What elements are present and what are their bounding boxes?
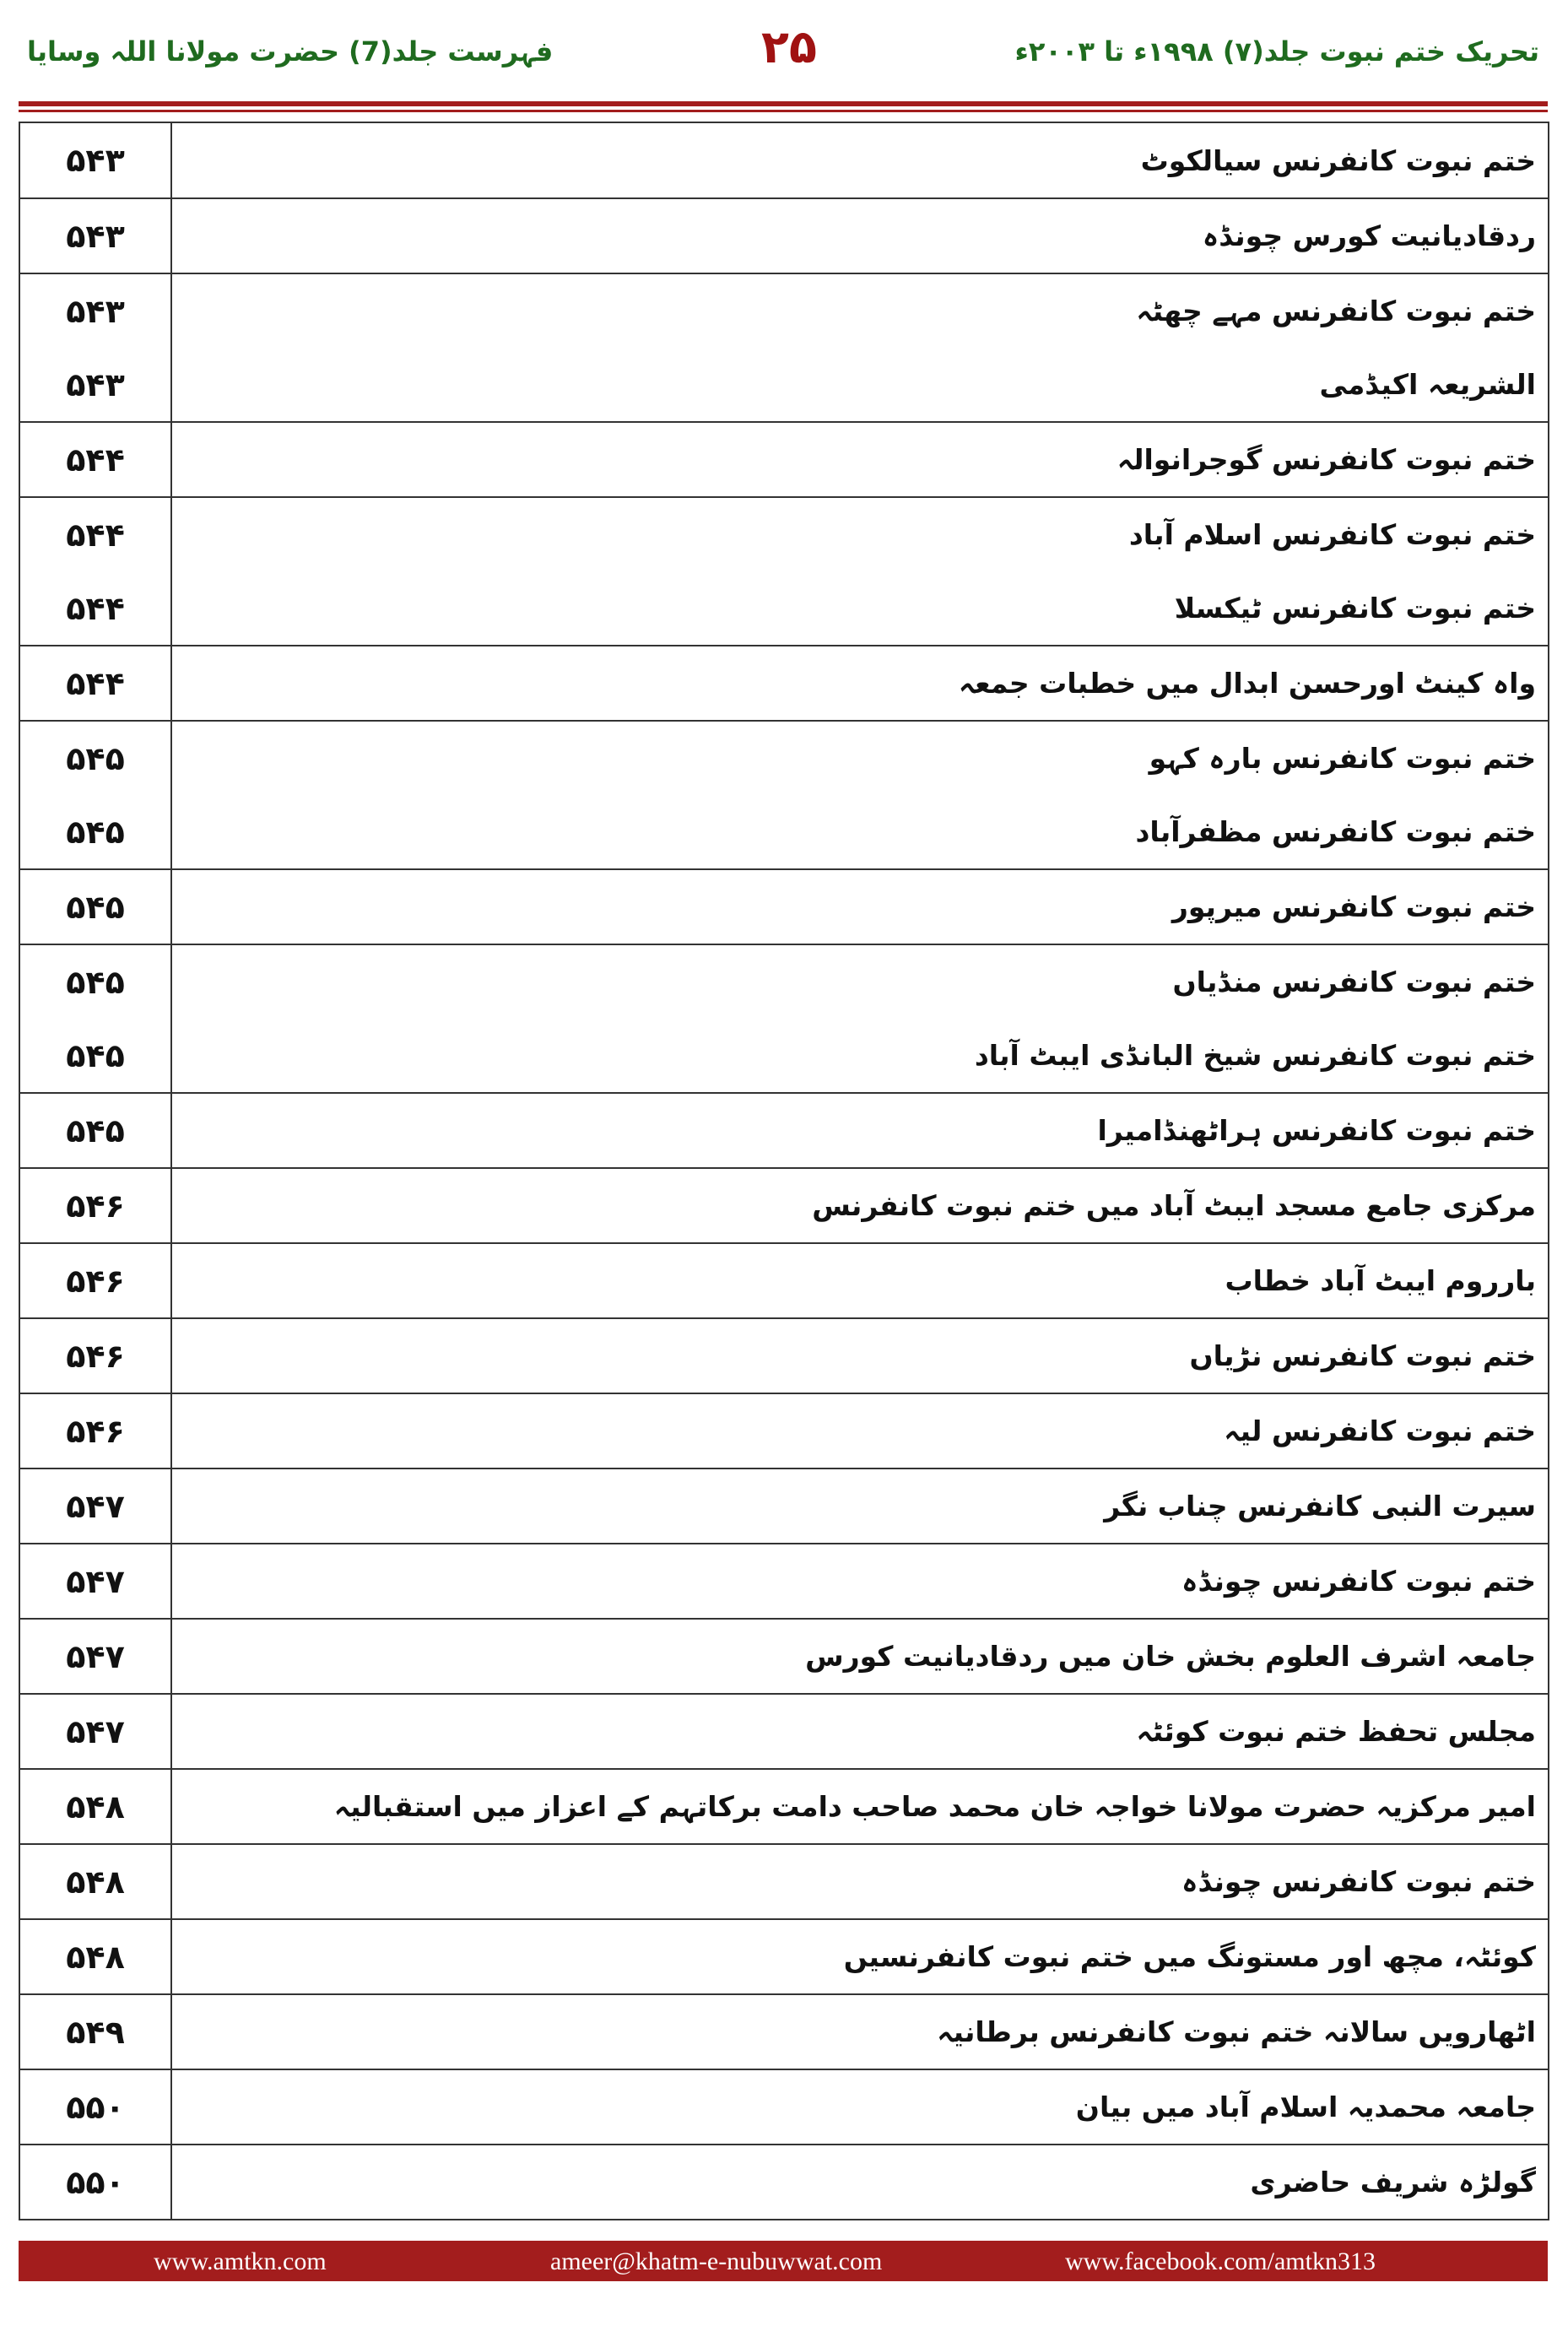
header-book-title: تحریک ختم نبوت جلد(۷) ۱۹۹۸ء تا ۲۰۰۳ء (1014, 35, 1539, 68)
table-row (19, 1243, 1549, 1318)
entry-title: مرکزی جامع مسجد ایبٹ آباد میں ختم نبوت کانفرنس (171, 1168, 1549, 1243)
header-volume-index: فہرست جلد(7) حضرت مولانا اللہ وسایا (27, 35, 554, 68)
page-ref: ۵۴۵ (19, 869, 171, 944)
page-ref: ۵۴۵ (19, 1019, 171, 1093)
table-row (19, 571, 1549, 646)
entry-title: ختم نبوت کانفرنس گوجرانوالہ (171, 422, 1549, 497)
table-row (19, 122, 1549, 198)
entry-title: ختم نبوت کانفرنس سیالکوٹ (171, 122, 1549, 198)
page-ref: ۵۴۶ (19, 1243, 171, 1318)
table-row (19, 1769, 1549, 1844)
page-ref: ۵۴۷ (19, 1544, 171, 1619)
entry-title: سیرت النبی کانفرنس چناب نگر (171, 1468, 1549, 1544)
page-ref: ۵۴۳ (19, 273, 171, 348)
table-row (19, 1318, 1549, 1393)
page-header (19, 17, 1548, 101)
table-row (19, 944, 1549, 1019)
page-ref: ۵۵۰ (19, 2145, 171, 2220)
table-row (19, 2069, 1549, 2145)
page-ref: ۵۴۵ (19, 944, 171, 1019)
entry-title: ختم نبوت کانفرنس شیخ البانڈی ایبٹ آباد (171, 1019, 1549, 1093)
table-row (19, 1994, 1549, 2069)
page-ref: ۵۴۷ (19, 1619, 171, 1694)
table-row (19, 1019, 1549, 1093)
table-row (19, 2145, 1549, 2220)
table-row (19, 348, 1549, 422)
table-row (19, 1393, 1549, 1468)
page-ref: ۵۴۸ (19, 1919, 171, 1994)
page-ref: ۵۴۴ (19, 646, 171, 721)
table-row (19, 422, 1549, 497)
table-row (19, 869, 1549, 944)
entry-title: ختم نبوت کانفرنس چونڈہ (171, 1844, 1549, 1919)
page-ref: ۵۴۶ (19, 1318, 171, 1393)
table-row (19, 1694, 1549, 1769)
page-ref: ۵۴۴ (19, 571, 171, 646)
page-ref: ۵۴۳ (19, 348, 171, 422)
page-ref: ۵۵۰ (19, 2069, 171, 2145)
index-table (19, 122, 1549, 2220)
entry-title: ختم نبوت کانفرنس مظفرآباد (171, 795, 1549, 869)
entry-title: ختم نبوت کانفرنس میرپور (171, 869, 1549, 944)
entry-title: ختم نبوت کانفرنس لیہ (171, 1393, 1549, 1468)
entry-title: ردقادیانیت کورس چونڈہ (171, 198, 1549, 273)
page-ref: ۵۴۸ (19, 1769, 171, 1844)
table-row (19, 1468, 1549, 1544)
page-ref: ۵۴۵ (19, 1093, 171, 1168)
footer-facebook-link[interactable]: www.facebook.com/amtkn313 (1065, 2247, 1376, 2275)
entry-title: جامعہ اشرف العلوم بخش خان میں ردقادیانیت کورس (171, 1619, 1549, 1694)
table-row (19, 795, 1549, 869)
entry-title: ختم نبوت کانفرنس مہے چھٹہ (171, 273, 1549, 348)
table-row (19, 1093, 1549, 1168)
page-ref: ۵۴۶ (19, 1168, 171, 1243)
table-row (19, 646, 1549, 721)
page-ref: ۵۴۳ (19, 122, 171, 198)
header-rule-thick (19, 101, 1548, 106)
page-ref: ۵۴۳ (19, 198, 171, 273)
table-row (19, 1919, 1549, 1994)
table-row (19, 1619, 1549, 1694)
entry-title: جامعہ محمدیہ اسلام آباد میں بیان (171, 2069, 1549, 2145)
entry-title: ختم نبوت کانفرنس ہراٹھنڈامیرا (171, 1093, 1549, 1168)
entry-title: الشریعہ اکیڈمی (171, 348, 1549, 422)
entry-title: واہ کینٹ اورحسن ابدال میں خطبات جمعہ (171, 646, 1549, 721)
table-row (19, 198, 1549, 273)
entry-title: ختم نبوت کانفرنس ٹیکسلا (171, 571, 1549, 646)
page-ref: ۵۴۸ (19, 1844, 171, 1919)
page-ref: ۵۴۴ (19, 422, 171, 497)
footer-email-link[interactable]: ameer@khatm-e-nubuwwat.com (550, 2247, 883, 2275)
table-row (19, 1168, 1549, 1243)
page-ref: ۵۴۹ (19, 1994, 171, 2069)
page-ref: ۵۴۵ (19, 795, 171, 869)
page-ref: ۵۴۵ (19, 721, 171, 795)
entry-title: بارروم ایبٹ آباد خطاب (171, 1243, 1549, 1318)
header-rule-thin (19, 110, 1548, 112)
entry-title: مجلس تحفظ ختم نبوت کوئٹہ (171, 1694, 1549, 1769)
entry-title: ختم نبوت کانفرنس بارہ کہو (171, 721, 1549, 795)
page-ref: ۵۴۷ (19, 1468, 171, 1544)
entry-title: ختم نبوت کانفرنس چونڈہ (171, 1544, 1549, 1619)
table-row (19, 721, 1549, 795)
table-row (19, 273, 1549, 348)
page-ref: ۵۴۷ (19, 1694, 171, 1769)
page-footer (19, 2241, 1548, 2281)
entry-title: کوئٹہ، مچھ اور مستونگ میں ختم نبوت کانفرنسیں (171, 1919, 1549, 1994)
page-ref: ۵۴۴ (19, 497, 171, 571)
entry-title: ختم نبوت کانفرنس اسلام آباد (171, 497, 1549, 571)
entry-title: اٹھارویں سالانہ ختم نبوت کانفرنس برطانیہ (171, 1994, 1549, 2069)
footer-website-link[interactable]: www.amtkn.com (154, 2247, 327, 2275)
entry-title: ختم نبوت کانفرنس منڈیاں (171, 944, 1549, 1019)
table-row (19, 1844, 1549, 1919)
table-row (19, 497, 1549, 571)
page-ref: ۵۴۶ (19, 1393, 171, 1468)
entry-title: امیر مرکزیہ حضرت مولانا خواجہ خان محمد صاحب دامت برکاتہم کے اعزاز میں استقبالیہ (171, 1769, 1549, 1844)
entry-title: گولڑہ شریف حاضری (171, 2145, 1549, 2220)
page-number: ۲۵ (761, 20, 817, 73)
entry-title: ختم نبوت کانفرنس نڑیاں (171, 1318, 1549, 1393)
table-row (19, 1544, 1549, 1619)
